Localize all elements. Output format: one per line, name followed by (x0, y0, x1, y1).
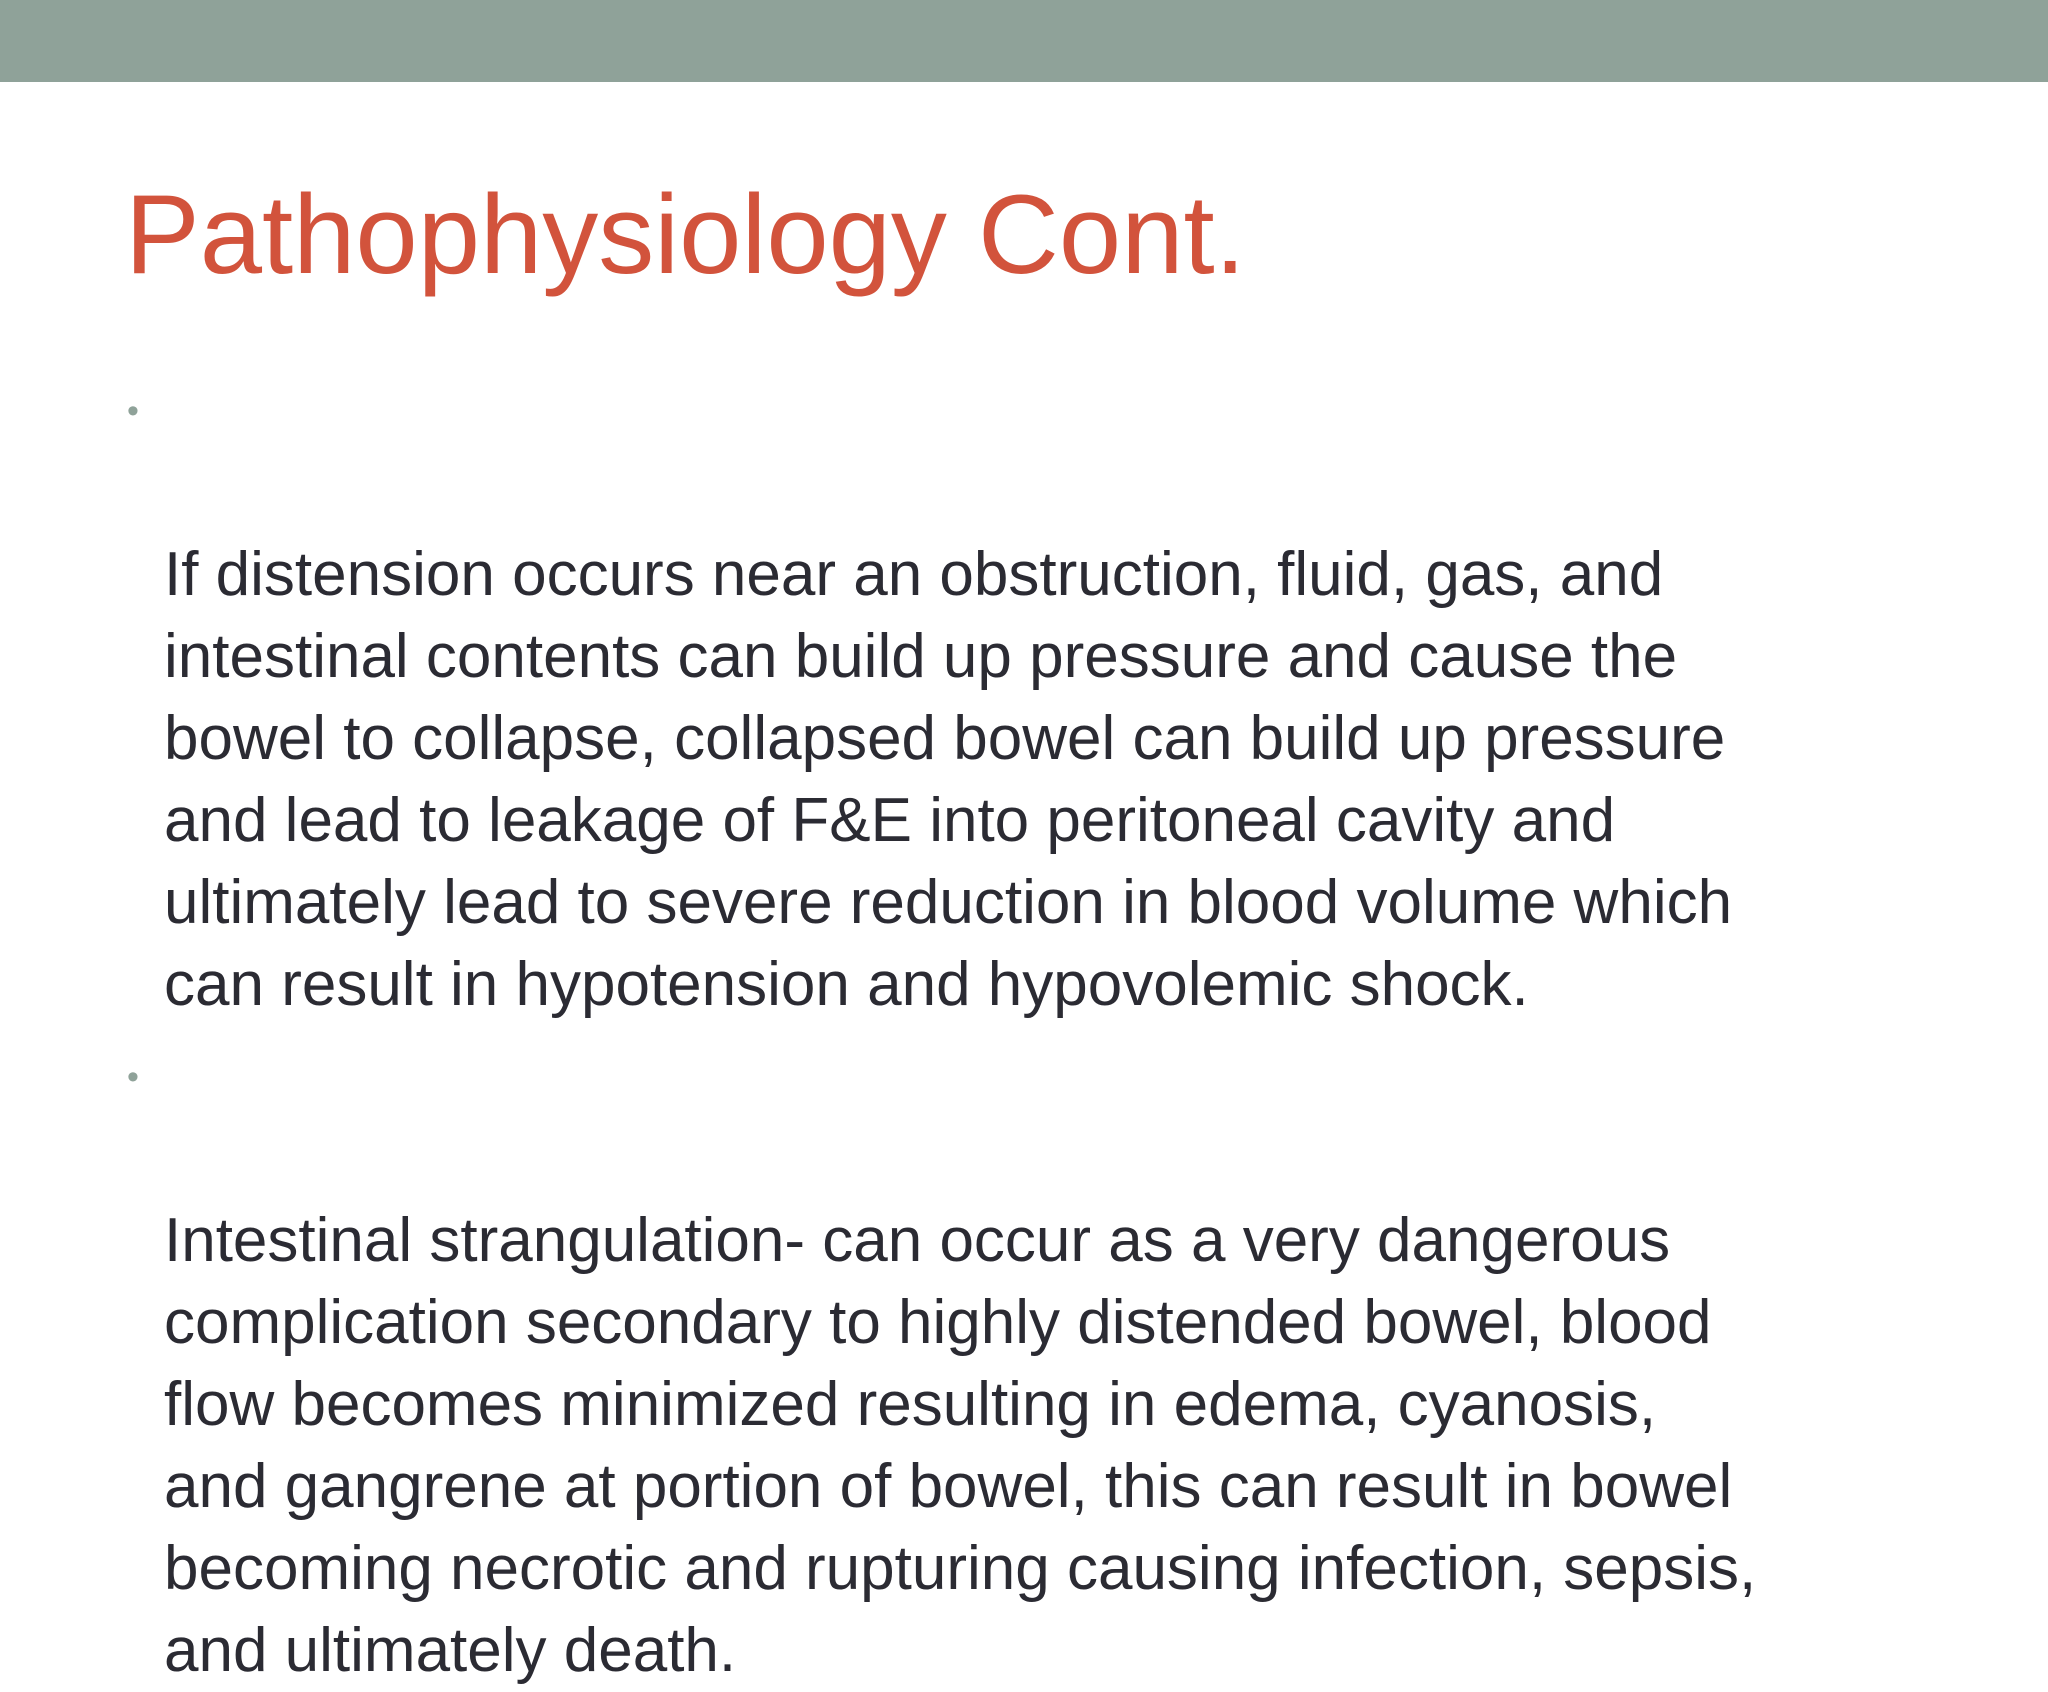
bullet-list (0, 370, 2048, 1692)
bullet-marker-icon: • (127, 1058, 139, 1096)
bullet-item-strangulation (0, 1036, 1924, 1692)
bullet-item-distension (0, 370, 1924, 1026)
bullet-text: If distension occurs near an obstruction, fluid, gas, and intestinal contents can build up pressure and cause the bowel to collapse, collapsed bowel can build up pressure and lead to leakage of F&E into peritoneal cavity and ultimately lead to severe reduction in blood volume which can result in hypotension and hypovolemic shock. (164, 540, 1733, 1019)
bullet-marker-icon: • (127, 392, 139, 430)
bullet-text: Intestinal strangulation- can occur as a very dangerous complication secondary to highly distended bowel, blood flow becomes minimized resulting in edema, cyanosis, and gangrene at portion of bowel, this can result in bowel becoming necrotic and rupturing causing infection, sepsis, and ultimately death. (164, 1206, 1757, 1685)
slide-title: Pathophysiology Cont. (125, 172, 1246, 297)
header-accent-bar (0, 0, 2048, 82)
